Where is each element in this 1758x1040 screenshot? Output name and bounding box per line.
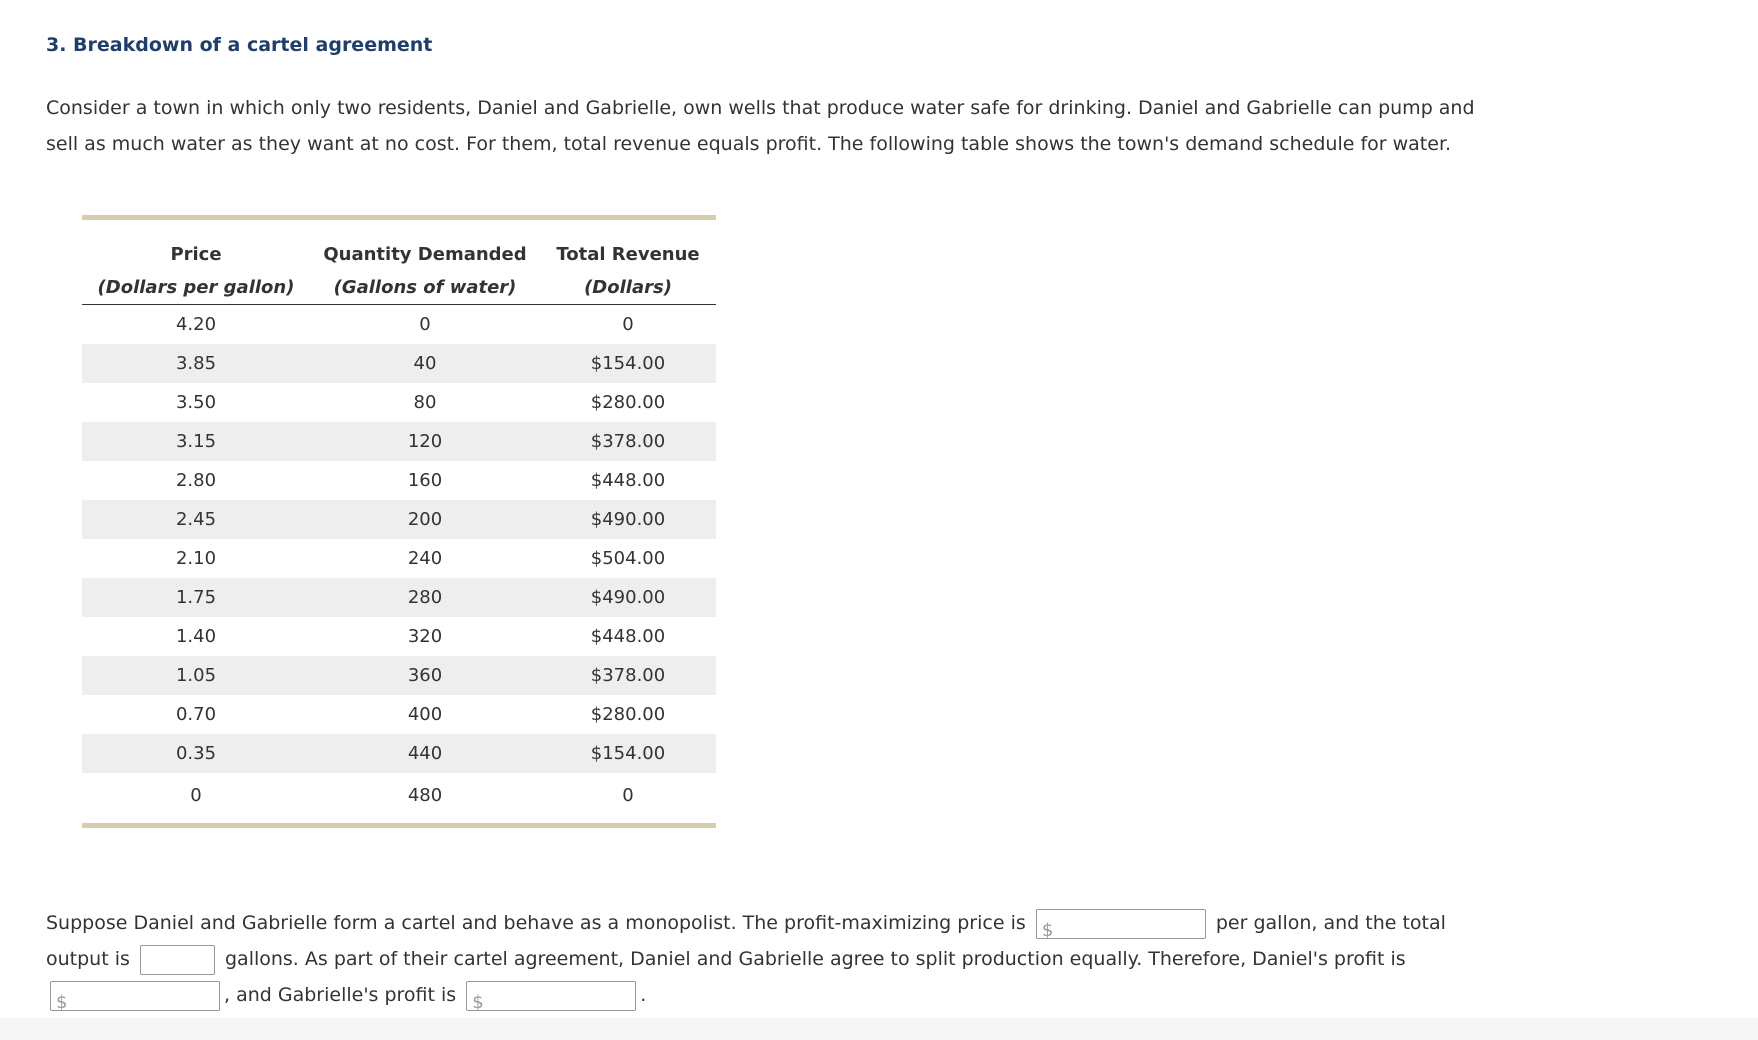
table-row <box>82 539 716 578</box>
revenue-cell: $490.00 <box>540 500 716 539</box>
quantity-cell: 360 <box>310 656 540 695</box>
price-cell: 2.10 <box>175 548 217 569</box>
demand-schedule-table <box>82 215 716 828</box>
price-cell: 0 <box>190 784 202 806</box>
quantity-cell: 400 <box>407 704 443 725</box>
table-row <box>82 617 716 656</box>
table-row <box>82 422 716 461</box>
daniel-profit-input[interactable] <box>50 981 220 1011</box>
price-cell: 0.70 <box>175 704 217 725</box>
revenue-cell: $154.00 <box>540 734 716 773</box>
price-cell: 2.45 <box>82 500 310 539</box>
price-cell: 1.40 <box>175 626 217 647</box>
dollar-sign-icon: $ <box>56 991 68 1013</box>
table-row <box>82 695 716 734</box>
quantity-cell: 80 <box>413 392 437 413</box>
dollar-sign-icon: $ <box>1041 919 1054 941</box>
header-price: Price <box>170 243 222 265</box>
question-text-5: . <box>640 984 647 1006</box>
table-row <box>82 773 716 823</box>
price-cell: 1.05 <box>82 656 310 695</box>
table-row <box>82 500 716 539</box>
revenue-cell: $490.00 <box>540 578 716 617</box>
intro-paragraph: Consider a town in which only two residents, Daniel and Gabrielle, own wells that produce water safe for drinking. Daniel and Gabrielle can pump and sell as much water as they want at no cost. For them, total revenue equals profit. The following table shows the town's demand schedule for water. <box>46 97 1475 155</box>
page-footer-bar <box>0 1018 1758 1040</box>
price-cell: 1.75 <box>82 578 310 617</box>
quantity-cell: 480 <box>407 784 443 806</box>
price-cell: 0.35 <box>82 734 310 773</box>
question-text-3: gallons. As part of their cartel agreement, Daniel and Gabrielle agree to split production equally. Therefore, Daniel's profit is <box>224 948 1406 970</box>
revenue-cell: $280.00 <box>590 392 666 413</box>
table-bottom-rule <box>82 823 716 828</box>
revenue-cell: $378.00 <box>540 656 716 695</box>
question-text-4: , and Gabrielle's profit is <box>224 984 457 1006</box>
question-paragraph <box>46 905 1486 1013</box>
revenue-cell: $280.00 <box>590 704 666 725</box>
output-answer-input[interactable] <box>140 945 215 975</box>
header-quantity-unit: (Gallons of water) <box>310 270 540 305</box>
revenue-cell: $154.00 <box>540 344 716 383</box>
question-text-2: per gallon, and the total output is <box>46 912 1446 970</box>
demand-table <box>82 220 716 823</box>
quantity-cell: 160 <box>407 470 443 491</box>
price-cell: 2.80 <box>175 470 217 491</box>
question-heading: 3. Breakdown of a cartel agreement <box>46 34 433 56</box>
price-cell: 4.20 <box>175 314 217 335</box>
dollar-sign-icon: $ <box>472 991 484 1013</box>
gabrielle-profit-input[interactable] <box>466 981 636 1011</box>
price-cell: 3.85 <box>82 344 310 383</box>
table-row <box>82 578 716 617</box>
revenue-cell: $448.00 <box>590 470 666 491</box>
quantity-cell: 240 <box>407 548 443 569</box>
quantity-cell: 0 <box>419 314 431 335</box>
header-revenue-unit: (Dollars) <box>540 270 716 305</box>
price-answer-input[interactable] <box>1036 909 1206 939</box>
table-row <box>82 344 716 383</box>
header-revenue: Total Revenue <box>556 243 700 265</box>
header-quantity: Quantity Demanded <box>323 243 527 265</box>
table-row <box>82 734 716 773</box>
revenue-cell: 0 <box>622 784 634 806</box>
quantity-cell: 40 <box>310 344 540 383</box>
table-row <box>82 305 716 345</box>
quantity-cell: 320 <box>407 626 443 647</box>
price-cell: 3.50 <box>175 392 217 413</box>
price-cell: 3.15 <box>82 422 310 461</box>
revenue-cell: $504.00 <box>590 548 666 569</box>
revenue-cell: $448.00 <box>590 626 666 647</box>
revenue-cell: $378.00 <box>540 422 716 461</box>
revenue-cell: 0 <box>622 314 634 335</box>
quantity-cell: 440 <box>310 734 540 773</box>
header-price-unit: (Dollars per gallon) <box>82 270 310 305</box>
quantity-cell: 120 <box>310 422 540 461</box>
table-row <box>82 461 716 500</box>
quantity-cell: 200 <box>310 500 540 539</box>
table-row <box>82 656 716 695</box>
question-text-1: Suppose Daniel and Gabrielle form a cartel and behave as a monopolist. The profit-maximizing price is <box>46 912 1026 934</box>
table-row <box>82 383 716 422</box>
quantity-cell: 280 <box>310 578 540 617</box>
